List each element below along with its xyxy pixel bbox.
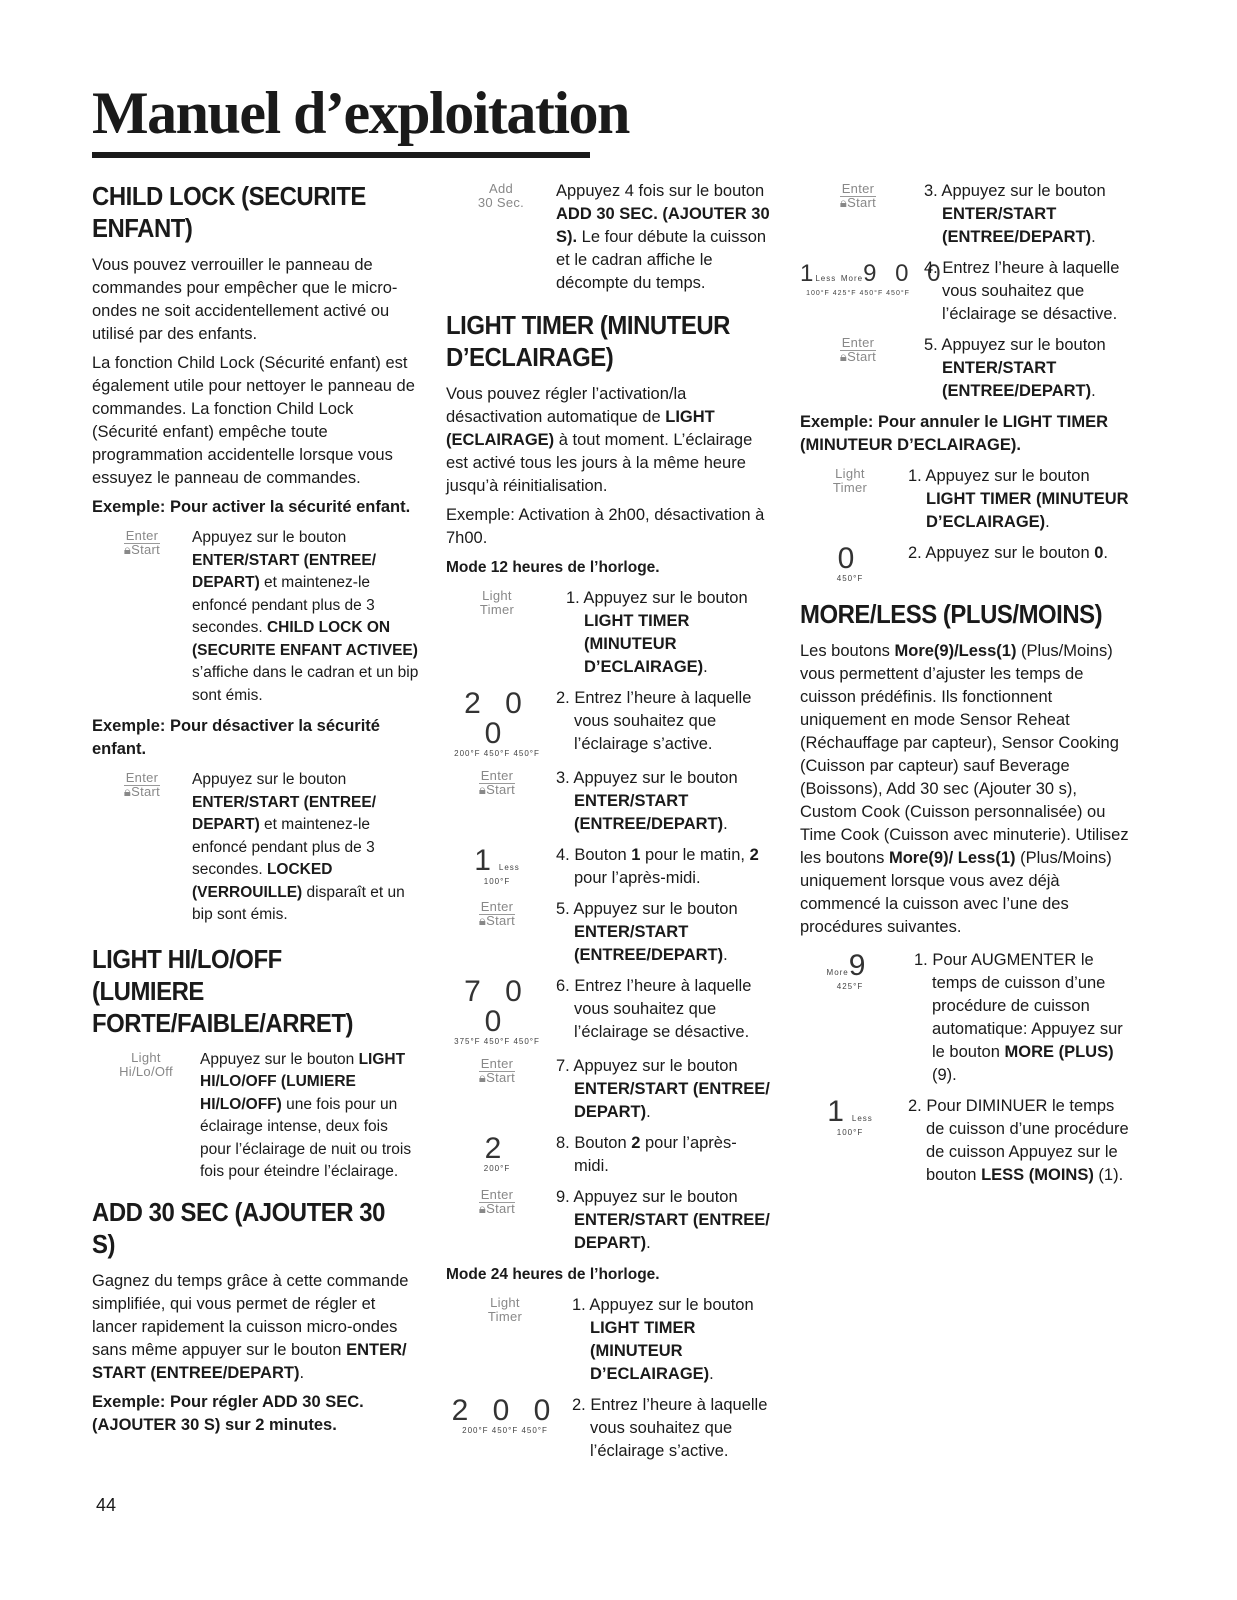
display-more-9-icon: More9 425°F	[826, 949, 874, 991]
step	[446, 1394, 771, 1463]
paragraph: Vous pouvez régler l’activation/la désactivation automatique de LIGHT (ECLAIRAGE) à tout moment. L’éclairage est activé tous les jours à la même heure jusqu’à réinitialisation.	[446, 385, 753, 495]
enter-start-button-icon: Enter 🔒︎Start	[478, 768, 516, 797]
step	[800, 180, 1130, 249]
step	[92, 769, 422, 927]
step-text: 1. Pour AUGMENTER le temps de cuisson d’une procédure de cuisson automatique: Appuyez sur le bouton MORE (PLUS) (9).	[914, 951, 1123, 1084]
step-text: 7. Appuyez sur le bouton ENTER/START (ENTREE/ DEPART).	[556, 1057, 770, 1121]
step	[446, 1186, 771, 1255]
display-1-icon: 1Less 100°F	[474, 844, 520, 886]
step	[446, 587, 771, 679]
step-text: 2. Entrez l’heure à laquelle vous souhaitez que l’éclairage s’active.	[556, 689, 752, 753]
step	[92, 1049, 422, 1184]
step-text: 1. Appuyez sur le bouton LIGHT TIMER (MINUTEUR D’ECLAIRAGE).	[572, 1296, 754, 1383]
step-text: Appuyez sur le bouton LIGHT HI/LO/OFF (LUMIERE HI/LO/OFF) une fois pour un éclairage intense, deux fois pour l’éclairage de nuit ou trois fois pour éteindre l’éclairage.	[200, 1050, 412, 1180]
display-200-icon: 2 0 0 200°F 450°F 450°F	[451, 1394, 559, 1435]
step-text: 3. Appuyez sur le bouton ENTER/START (ENTREE/DEPART).	[924, 182, 1106, 246]
step-text: 1. Appuyez sur le bouton LIGHT TIMER (MINUTEUR D’ECLAIRAGE).	[566, 589, 748, 676]
enter-start-button-icon: Enter 🔒︎Start	[123, 770, 161, 799]
column-3	[800, 180, 1130, 1195]
step	[800, 1095, 1130, 1187]
heading-light-hilo: LIGHT HI/LO/OFF (LUMIERE FORTE/FAIBLE/ARRET)	[92, 943, 354, 1038]
paragraph: Vous pouvez verrouiller le panneau de commandes pour empêcher que le micro-ondes ne soit accidentellement activé ou utilisé par des enfants.	[92, 256, 398, 343]
example-heading: Exemple: Pour activer la sécurité enfant.	[92, 498, 411, 516]
paragraph: La fonction Child Lock (Sécurité enfant) est également utile pour nettoyer le panneau de commandes. La fonction Child Lock (Sécurité enfant) empêche toute programmation accidentelle lorsque vous essuyez le panneau de commandes.	[92, 354, 415, 487]
example-heading: Exemple: Pour désactiver la sécurité enfant.	[92, 717, 380, 758]
step	[800, 949, 1130, 1087]
enter-start-button-icon: Enter 🔒︎Start	[478, 1056, 516, 1085]
enter-start-button-icon: Enter 🔒︎Start	[123, 528, 161, 557]
step	[800, 465, 1130, 534]
column-2	[446, 180, 771, 1471]
step	[446, 844, 771, 890]
enter-start-button-icon: Enter 🔒︎Start	[478, 1187, 516, 1216]
step-text: 1. Appuyez sur le bouton LIGHT TIMER (MINUTEUR D’ECLAIRAGE).	[908, 467, 1129, 531]
column-1	[92, 180, 422, 1445]
step-text: 3. Appuyez sur le bouton ENTER/START (ENTREE/DEPART).	[556, 769, 738, 833]
heading-child-lock: CHILD LOCK (SECURITE ENFANT)	[92, 181, 366, 243]
display-1900-icon: 1Less More9 0 0 100°F 425°F 450°F 450°F	[800, 260, 947, 297]
step	[446, 180, 771, 295]
step	[446, 1055, 771, 1124]
heading-more-less: MORE/LESS (PLUS/MOINS)	[800, 599, 1103, 629]
light-timer-button-icon: Light Timer	[832, 466, 868, 495]
display-200-icon: 2 0 0 200°F 450°F 450°F	[454, 687, 540, 758]
step-text: Appuyez sur le bouton ENTER/START (ENTREE/ DEPART) et maintenez-le enfoncé pendant plus de 3 secondes. LOCKED (VERROUILLE) disparaît et un bip sont émis.	[192, 771, 405, 923]
step	[800, 334, 1130, 403]
step-text: Appuyez 4 fois sur le bouton ADD 30 SEC. (AJOUTER 30 S). Le four débute la cuisson et le cadran affiche le décompte du temps.	[556, 182, 770, 292]
step-text: 4. Entrez l’heure à laquelle vous souhaitez que l’éclairage se désactive.	[924, 259, 1120, 323]
page-number: 44	[96, 1495, 117, 1515]
step	[446, 1132, 771, 1178]
enter-start-button-icon: Enter 🔒︎Start	[478, 899, 516, 928]
step-text: 2. Appuyez sur le bouton 0.	[908, 544, 1108, 562]
step-text: 4. Bouton 1 pour le matin, 2 pour l’après-midi.	[556, 846, 759, 887]
title-rule	[92, 152, 590, 158]
step-text: Appuyez sur le bouton ENTER/START (ENTREE/ DEPART) et maintenez-le enfoncé pendant plus de 3 secondes. CHILD LOCK ON (SECURITE ENFANT ACTIVEE) s’affiche dans le cadran et un bip sont émis.	[192, 529, 419, 704]
light-hilo-button-icon: Light Hi/Lo/Off	[119, 1049, 173, 1079]
add30-button-icon: Add 30 Sec.	[477, 181, 525, 210]
step	[800, 257, 1130, 326]
display-0-icon: 0 450°F	[836, 542, 864, 583]
light-timer-button-icon: Light Timer	[479, 588, 515, 617]
step-text: 2. Pour DIMINUER le temps de cuisson d’une procédure de cuisson Appuyez sur le bouton LESS (MOINS) (1).	[908, 1097, 1129, 1184]
step	[800, 542, 1130, 584]
mode-heading: Mode 12 heures de l’horloge.	[446, 559, 660, 576]
enter-start-button-icon: Enter 🔒︎Start	[839, 335, 877, 364]
step	[446, 687, 771, 759]
step-text: 2. Entrez l’heure à laquelle vous souhaitez que l’éclairage s’active.	[572, 1396, 768, 1460]
display-2-icon: 2 200°F	[483, 1132, 511, 1173]
example-heading: Exemple: Pour annuler le LIGHT TIMER (MINUTEUR D’ECLAIRAGE).	[800, 413, 1109, 454]
example-heading: Exemple: Pour régler ADD 30 SEC. (AJOUTER 30 S) sur 2 minutes.	[92, 1392, 364, 1434]
display-less-1-icon: 1Less 100°F	[827, 1095, 873, 1137]
heading-add30: ADD 30 SEC (AJOUTER 30 S)	[92, 1196, 385, 1259]
step-text: 5. Appuyez sur le bouton ENTER/START (ENTREE/DEPART).	[556, 900, 738, 964]
display-700-icon: 7 0 0 375°F 450°F 450°F	[454, 975, 540, 1046]
heading-light-timer: LIGHT TIMER (MINUTEUR D’ECLAIRAGE)	[446, 310, 730, 372]
page-title: Manuel d’exploitation	[92, 80, 629, 146]
step-text: 5. Appuyez sur le bouton ENTER/START (ENTREE/DEPART).	[924, 336, 1106, 400]
light-timer-button-icon: Light Timer	[487, 1295, 523, 1324]
paragraph: Gagnez du temps grâce à cette commande simplifiée, qui vous permet de régler et lancer rapidement la cuisson micro-ondes sans même appuyer sur le bouton ENTER/ START (ENTREE/DEPART).	[92, 1271, 409, 1382]
step	[92, 527, 422, 707]
step	[446, 898, 771, 967]
paragraph: Les boutons More(9)/Less(1) (Plus/Moins) vous permettent d’ajuster les temps de cuisson prédéfinis. Ils fonctionnent uniquement en mode Sensor Reheat (Réchauffage par capteur), Sensor Cooking (Cuisson par capteur) sauf Beverage (Boissons), Add 30 sec (Ajouter 30 s), Custom Cook (Cuisson personnalisée) ou Time Cook (Cuisson avec minuterie). Utilisez les boutons More(9)/ Less(1) (Plus/Moins) uniquement lorsque vous avez déjà commencé la cuisson avec l’une des procédures suivantes.	[800, 642, 1129, 936]
step	[446, 975, 771, 1047]
step-text: 9. Appuyez sur le bouton ENTER/START (ENTREE/ DEPART).	[556, 1188, 770, 1252]
step-text: 6. Entrez l’heure à laquelle vous souhaitez que l’éclairage se désactive.	[556, 977, 752, 1041]
step	[446, 767, 771, 836]
enter-start-button-icon: Enter 🔒︎Start	[839, 181, 877, 210]
step	[446, 1294, 771, 1386]
step-text: 8. Bouton 2 pour l’après-midi.	[556, 1134, 737, 1175]
mode-heading: Mode 24 heures de l’horloge.	[446, 1266, 660, 1283]
paragraph: Exemple: Activation à 2h00, désactivation à 7h00.	[446, 506, 765, 547]
